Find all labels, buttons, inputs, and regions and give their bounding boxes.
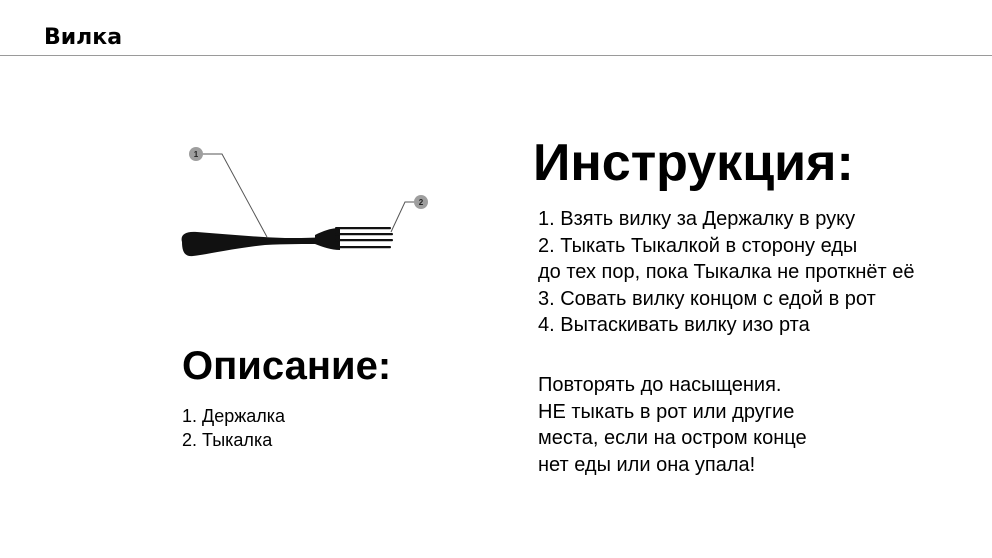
note-line: Повторять до насыщения. xyxy=(538,374,782,396)
description-list xyxy=(182,404,285,452)
fork-handle xyxy=(182,232,321,256)
instructions-heading: Инструкция: xyxy=(533,134,854,192)
callout-2-number: 2 xyxy=(418,198,424,207)
callout-1 xyxy=(189,147,203,161)
instruction-step: 3. Совать вилку концом с едой в рот xyxy=(538,287,876,310)
description-item: 2. Тыкалка xyxy=(182,430,273,450)
callout-2 xyxy=(414,195,428,209)
instruction-step: 2. Тыкать Тыкалкой в сторону еды xyxy=(538,234,858,257)
description-item: 1. Держалка xyxy=(182,406,286,426)
description-heading: Описание: xyxy=(182,344,392,388)
instruction-step: до тех пор, пока Тыкалка не проткнёт её xyxy=(538,261,915,283)
fork-tine xyxy=(335,227,391,229)
instructions-steps xyxy=(538,206,915,339)
instruction-step: 1. Взять вилку за Держалку в руку xyxy=(538,208,856,230)
note-line: нет еды или она упала! xyxy=(538,453,756,476)
fork-tine xyxy=(335,239,393,241)
note-line: НЕ тыкать в рот или другие xyxy=(538,400,795,423)
fork-tine xyxy=(335,233,393,235)
fork-icon xyxy=(182,227,393,256)
page-title: Вилка xyxy=(44,25,123,50)
fork-diagram xyxy=(175,140,440,270)
instructions-note xyxy=(538,372,807,478)
title-divider xyxy=(0,55,992,56)
callout-1-number: 1 xyxy=(193,150,199,159)
fork-tine xyxy=(335,246,391,248)
instruction-step: 4. Вытаскивать вилку изо рта xyxy=(538,314,810,336)
note-line: места, если на остром конце xyxy=(538,427,807,449)
callout-1-leader xyxy=(197,154,267,237)
